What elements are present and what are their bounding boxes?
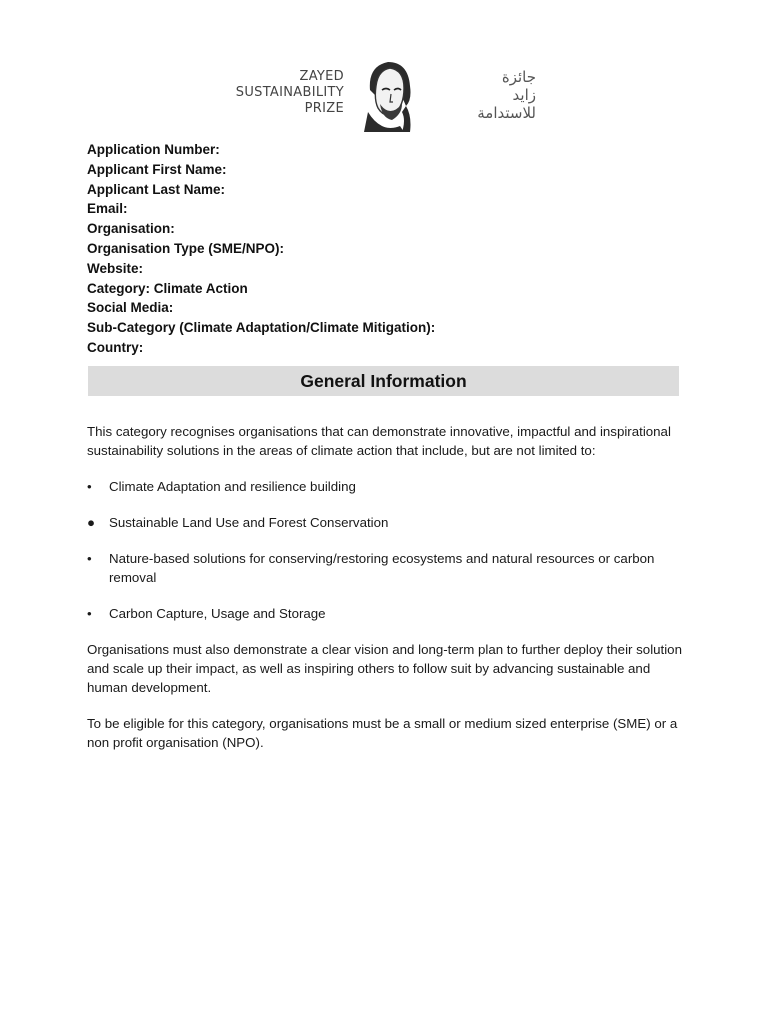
bullet-list bbox=[87, 477, 687, 640]
list-item bbox=[87, 549, 687, 587]
list-item bbox=[87, 604, 687, 623]
logo-arabic-wordmark bbox=[432, 68, 536, 122]
field-social-media: Social Media: bbox=[87, 300, 174, 316]
prize-logo bbox=[232, 56, 538, 132]
logo-ar-line-3: للاستدامة bbox=[477, 104, 536, 122]
list-item-text: Carbon Capture, Usage and Storage bbox=[109, 606, 326, 621]
logo-line-1: ZAYED bbox=[299, 69, 344, 84]
field-sub-category: Sub-Category (Climate Adaptation/Climate Mitigation): bbox=[87, 320, 436, 336]
logo-english-wordmark bbox=[236, 69, 344, 117]
field-category: Category: Climate Action bbox=[87, 280, 248, 296]
intro-paragraph: This category recognises organisations that can demonstrate innovative, impactful and inspirational sustainability solutions in the areas of climate action that include, but are not limited to: bbox=[87, 424, 671, 458]
field-last-name: Applicant Last Name: bbox=[87, 181, 226, 197]
field-application-number: Application Number: bbox=[87, 142, 220, 157]
list-item bbox=[87, 513, 687, 532]
field-country: Country: bbox=[87, 339, 144, 355]
bullet-icon: ● bbox=[87, 515, 96, 530]
list-item-text: Climate Adaptation and resilience building bbox=[109, 479, 356, 494]
bullet-icon: • bbox=[87, 551, 92, 566]
application-fields bbox=[87, 140, 435, 358]
list-item-text: Sustainable Land Use and Forest Conservation bbox=[109, 515, 389, 530]
list-item-text: Nature-based solutions for conserving/restoring ecosystems and natural resources or carbon removal bbox=[109, 551, 655, 585]
logo-ar-line-2: زايد bbox=[512, 86, 536, 104]
logo-ar-line-1: جائزة bbox=[501, 68, 536, 86]
eligibility-paragraph: To be eligible for this category, organisations must be a small or medium sized enterprise (SME) or a non profit organisation (NPO). bbox=[87, 716, 678, 750]
list-item bbox=[87, 477, 687, 496]
logo-line-2: SUSTAINABILITY bbox=[235, 85, 344, 100]
portrait-logo-icon bbox=[360, 56, 416, 132]
field-email: Email: bbox=[87, 201, 128, 217]
section-header bbox=[88, 366, 679, 396]
vision-paragraph: Organisations must also demonstrate a clear vision and long-term plan to further deploy their solution and scale up their impact, as well as inspiring others to follow suit by advancing sustainable and human development. bbox=[87, 642, 682, 695]
field-first-name: Applicant First Name: bbox=[87, 161, 227, 177]
field-organisation: Organisation: bbox=[87, 221, 175, 237]
field-website: Website: bbox=[87, 260, 144, 276]
bullet-icon: • bbox=[87, 606, 92, 621]
bullet-icon: • bbox=[87, 479, 92, 494]
logo-line-3: PRIZE bbox=[304, 101, 344, 116]
field-organisation-type: Organisation Type (SME/NPO): bbox=[87, 240, 285, 256]
section-title: General Information bbox=[300, 370, 467, 391]
